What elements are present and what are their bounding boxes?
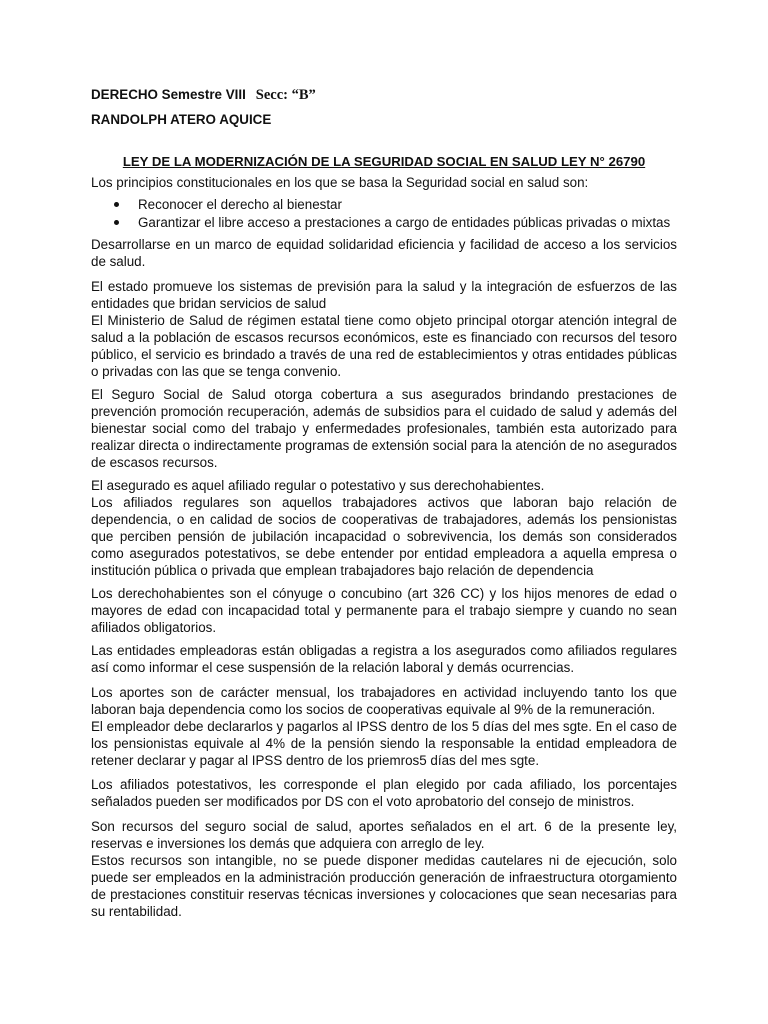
- list-item-text: Reconocer el derecho al bienestar: [138, 197, 342, 212]
- paragraph-equity: Desarrollarse en un marco de equidad solidaridad eficiencia y facilidad de acceso a los servicios de salud.: [91, 237, 677, 269]
- principles-list: [91, 196, 677, 231]
- paragraph-employers: Las entidades empleadoras están obligadas a registra a los asegurados como afiliados regulares así como informar el cese suspensión de la relación laboral y demás ocurrencias.: [91, 643, 677, 675]
- author-name: RANDOLPH ATERO AQUICE: [91, 112, 272, 127]
- paragraph-state-promotes: El estado promueve los sistemas de previsión para la salud y la integración de esfuerzos de las entidades que bridan servicios de salud: [91, 279, 677, 311]
- list-item-text: Garantizar el libre acceso a prestaciones a cargo de entidades públicas privadas o mixtas: [138, 215, 671, 230]
- paragraph-intangible-resources: Estos recursos son intangible, no se puede disponer medidas cautelares ni de ejecución, solo puede ser empleados en la administración producción generación de infraestructura otorgamiento de prestaciones constituir reservas técnicas inversiones y colocaciones que sean necesarias para su rentabilidad.: [91, 853, 677, 919]
- paragraph-contributions: Los aportes son de carácter mensual, los trabajadores en actividad incluyendo tanto los que laboran baja dependencia como los socios de cooperativas equivale al 9% de la remuneración.: [91, 685, 677, 717]
- list-item: [114, 214, 677, 231]
- paragraph-beneficiaries: Los derechohabientes son el cónyuge o concubino (art 326 CC) y los hijos menores de edad o mayores de edad con incapacidad total y permanente para el trabajo siempre y cuando no sean afiliados obligatorios.: [91, 586, 677, 635]
- paragraph-insured: El asegurado es aquel afiliado regular o potestativo y sus derechohabientes.: [91, 478, 545, 493]
- section-label: Secc: “B”: [255, 87, 316, 103]
- paragraph-ministry: El Ministerio de Salud de régimen estatal tiene como objeto principal otorgar atención integral de salud a la población de escasos recursos económicos, este es financiado con recursos del tesoro público, el servicio es brindado a través de una red de establecimientos y otras entidades públicas o privadas con las que se tenga convenio.: [91, 313, 677, 379]
- document-title: LEY DE LA MODERNIZACIÓN DE LA SEGURIDAD SOCIAL EN SALUD LEY N° 26790: [122, 154, 646, 169]
- paragraph-optional-affiliates: Los afiliados potestativos, les corresponde el plan elegido por cada afiliado, los porcentajes señalados pueden ser modificados por DS con el voto aprobatorio del consejo de ministros.: [91, 777, 677, 809]
- bullet-icon: [114, 202, 119, 207]
- paragraph-resources: Son recursos del seguro social de salud, aportes señalados en el art. 6 de la presente ley, reservas e inversiones los demás que adquiera con arreglo de ley.: [91, 819, 677, 851]
- paragraph-regular-affiliates: Los afiliados regulares son aquellos trabajadores activos que laboran bajo relación de dependencia, o en calidad de socios de cooperativas de trabajadores, además los pensionistas que perciben pensión de jubilación incapacidad o sobrevivencia, los demás son considerados como asegurados potestativos, se debe entender por entidad empleadora a aquella empresa o institución pública o privada que emplean trabajadores bajo relación de dependencia: [91, 495, 677, 578]
- intro-paragraph: Los principios constitucionales en los que se basa la Seguridad social en salud son:: [91, 175, 589, 190]
- paragraph-social-security: El Seguro Social de Salud otorga cobertura a sus asegurados brindando prestaciones de prevención promoción recuperación, además de subsidios para el cuidado de salud y además del bienestar social como del trabajo y enfermedades profesionales, también esta autorizado para realizar directa o indirectamente programas de extensión social para la atención de no asegurados de escasos recursos.: [91, 387, 677, 470]
- list-item: [114, 196, 677, 213]
- bullet-icon: [114, 220, 119, 225]
- paragraph-employer-payment: El empleador debe declararlos y pagarlos al IPSS dentro de los 5 días del mes sgte. En el caso de los pensionistas equivale al 4% de la pensión siendo la responsable la entidad empleadora de retener declarar y pagar al IPSS dentro de los priemros5 días del mes sgte.: [91, 719, 677, 768]
- document-page: [91, 83, 677, 920]
- course-label: DERECHO Semestre VIII: [91, 87, 246, 102]
- header-course-line: [91, 86, 677, 104]
